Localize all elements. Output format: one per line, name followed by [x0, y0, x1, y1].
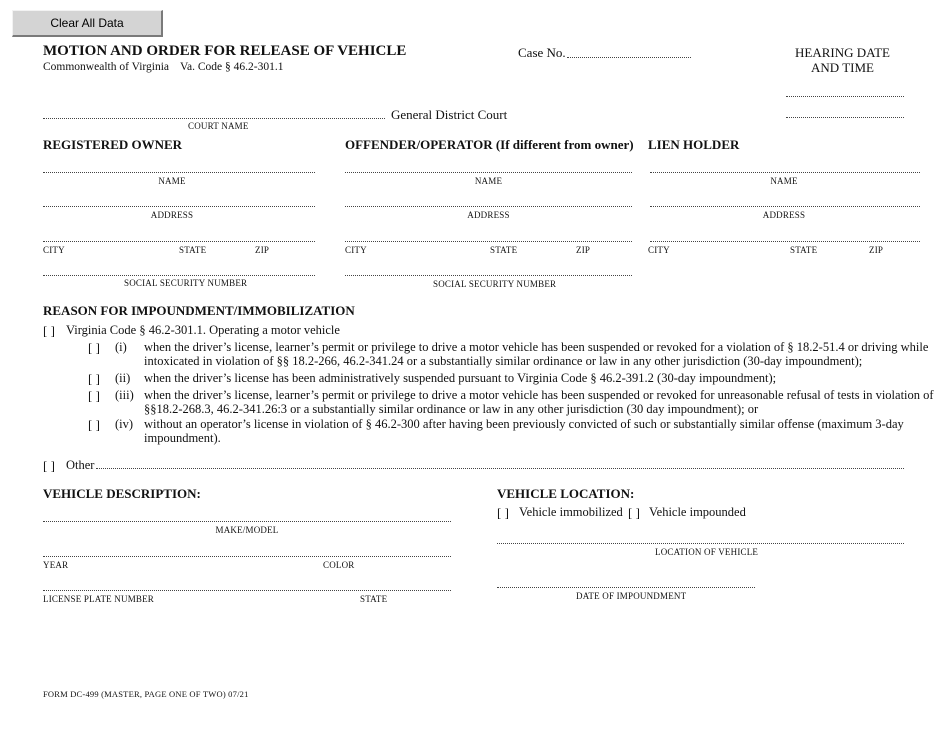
- offender-address-label: ADDRESS: [467, 210, 510, 220]
- owner-address-label: ADDRESS: [150, 210, 194, 220]
- lien-holder-zip-label: ZIP: [869, 245, 884, 255]
- commonwealth-label: Commonwealth of Virginia: [43, 61, 170, 73]
- va-code-label: Va. Code § 46.2-301.1: [180, 61, 284, 73]
- registered-owner-heading: REGISTERED OWNER: [43, 137, 183, 152]
- offender-name-label: NAME: [474, 176, 503, 186]
- owner-zip-label: ZIP: [255, 245, 270, 255]
- make-model-input[interactable]: [43, 509, 451, 522]
- owner-name-input[interactable]: [43, 160, 315, 173]
- impound-date-input[interactable]: [497, 575, 755, 588]
- offender-ssn-input[interactable]: [345, 263, 632, 276]
- owner-state-label: STATE: [179, 245, 207, 255]
- hearing-time-input[interactable]: [786, 105, 904, 118]
- reason-iv-line2: impoundment).: [144, 431, 221, 445]
- main-checkbox[interactable]: [ ]: [43, 323, 55, 338]
- reason-iii-checkbox[interactable]: [ ]: [88, 388, 100, 403]
- reason-iv-num: (iv): [115, 417, 134, 431]
- impound-date-label: DATE OF IMPOUNDMENT: [576, 591, 687, 601]
- lien-holder-name-input[interactable]: [650, 160, 920, 173]
- lien-holder-address-label: ADDRESS: [762, 210, 806, 220]
- offender-state-label: STATE: [490, 245, 518, 255]
- reason-iii-line1: when the driver’s license, learner’s permit or privilege to drive a motor vehicle has been suspended or revoked for unreasonable refusal of tests in violation of: [144, 388, 934, 402]
- owner-city-label: CITY: [43, 245, 65, 255]
- offender-zip-label: ZIP: [576, 245, 591, 255]
- form-footer: FORM DC-499 (MASTER, PAGE ONE OF TWO) 07/21: [43, 689, 249, 699]
- reason-ii-num: (ii): [115, 371, 131, 385]
- vehicle-location-heading: VEHICLE LOCATION:: [497, 486, 635, 501]
- lien-holder-heading: LIEN HOLDER: [648, 137, 740, 152]
- main-reason-text: Virginia Code § 46.2-301.1. Operating a motor vehicle: [66, 323, 340, 337]
- color-label: COLOR: [323, 560, 355, 570]
- court-name-label: COURT NAME: [188, 121, 249, 131]
- offender-name-input[interactable]: [345, 160, 632, 173]
- reason-iii-line2: §§18.2-268.3, 46.2-341.26:3 or a substantially similar ordinance or law in any other jurisdiction (30 day impoundment); or: [144, 402, 759, 416]
- reason-iv-checkbox[interactable]: [ ]: [88, 417, 100, 432]
- owner-address-input[interactable]: [43, 194, 315, 207]
- plate-label: LICENSE PLATE NUMBER: [43, 594, 155, 604]
- plate-state-input[interactable]: [43, 578, 451, 591]
- offender-heading: OFFENDER/OPERATOR (If different from owner): [345, 137, 634, 152]
- lien-holder-name-label: NAME: [770, 176, 798, 186]
- offender-address-input[interactable]: [345, 194, 632, 207]
- reason-iv-line1: without an operator’s license in violation of § 46.2-300 after having been previously convicted of such or substantially similar offense (maximum 3-day: [144, 417, 904, 431]
- hearing-date-label-2: AND TIME: [811, 60, 874, 75]
- court-suffix: General District Court: [391, 107, 508, 122]
- owner-name-label: NAME: [158, 176, 186, 186]
- other-input[interactable]: [96, 456, 904, 469]
- reason-i-line1: when the driver’s license, learner’s permit or privilege to drive a motor vehicle has been suspended or revoked for a violation of § 18.2-51.4 or driving while: [144, 340, 929, 354]
- case-no-input[interactable]: [567, 45, 691, 58]
- court-name-input[interactable]: [43, 106, 385, 119]
- lien-holder-state-label: STATE: [790, 245, 818, 255]
- offender-ssn-label: SOCIAL SECURITY NUMBER: [433, 279, 557, 289]
- lien-holder-city-label: CITY: [648, 245, 670, 255]
- owner-ssn-label: SOCIAL SECURITY NUMBER: [124, 278, 248, 288]
- owner-city-state-zip-input[interactable]: [43, 229, 315, 242]
- reason-iii-num: (iii): [115, 388, 134, 402]
- other-label: Other: [66, 458, 95, 472]
- owner-ssn-input[interactable]: [43, 263, 315, 276]
- location-label: LOCATION OF VEHICLE: [655, 547, 759, 557]
- reason-i-line2: intoxicated in violation of §§ 18.2-266, 46.2-341.24 or a substantially similar ordinance or law in any other jurisdiction (30-day impoundment);: [144, 354, 863, 368]
- hearing-date-label-1: HEARING DATE: [795, 45, 890, 60]
- offender-city-state-zip-input[interactable]: [345, 229, 632, 242]
- other-checkbox[interactable]: [ ]: [43, 458, 55, 473]
- impounded-label: Vehicle impounded: [649, 505, 746, 519]
- clear-all-data-button[interactable]: Clear All Data: [12, 10, 163, 37]
- offender-city-label: CITY: [345, 245, 367, 255]
- year-label: YEAR: [43, 560, 69, 570]
- form-title: MOTION AND ORDER FOR RELEASE OF VEHICLE: [43, 43, 407, 59]
- reason-i-num: (i): [115, 340, 127, 354]
- year-color-input[interactable]: [43, 544, 451, 557]
- reason-i-checkbox[interactable]: [ ]: [88, 340, 100, 355]
- lien-holder-address-input[interactable]: [650, 194, 920, 207]
- reason-ii-line1: when the driver’s license has been administratively suspended pursuant to Virginia Code § 46.2-391.2 (30-day impoundment);: [144, 371, 777, 385]
- reason-heading: REASON FOR IMPOUNDMENT/IMMOBILIZATION: [43, 303, 355, 318]
- vehicle-description-heading: VEHICLE DESCRIPTION:: [43, 486, 201, 501]
- lien-holder-city-state-zip-input[interactable]: [650, 229, 920, 242]
- make-model-label: MAKE/MODEL: [215, 525, 279, 535]
- reason-ii-checkbox[interactable]: [ ]: [88, 371, 100, 386]
- impounded-checkbox[interactable]: [ ]: [628, 505, 640, 520]
- immobilized-label: Vehicle immobilized: [519, 505, 623, 519]
- plate-state-label: STATE: [360, 594, 388, 604]
- case-no-label: Case No.: [518, 45, 566, 60]
- location-input[interactable]: [497, 531, 904, 544]
- hearing-date-input[interactable]: [786, 84, 904, 97]
- immobilized-checkbox[interactable]: [ ]: [497, 505, 509, 520]
